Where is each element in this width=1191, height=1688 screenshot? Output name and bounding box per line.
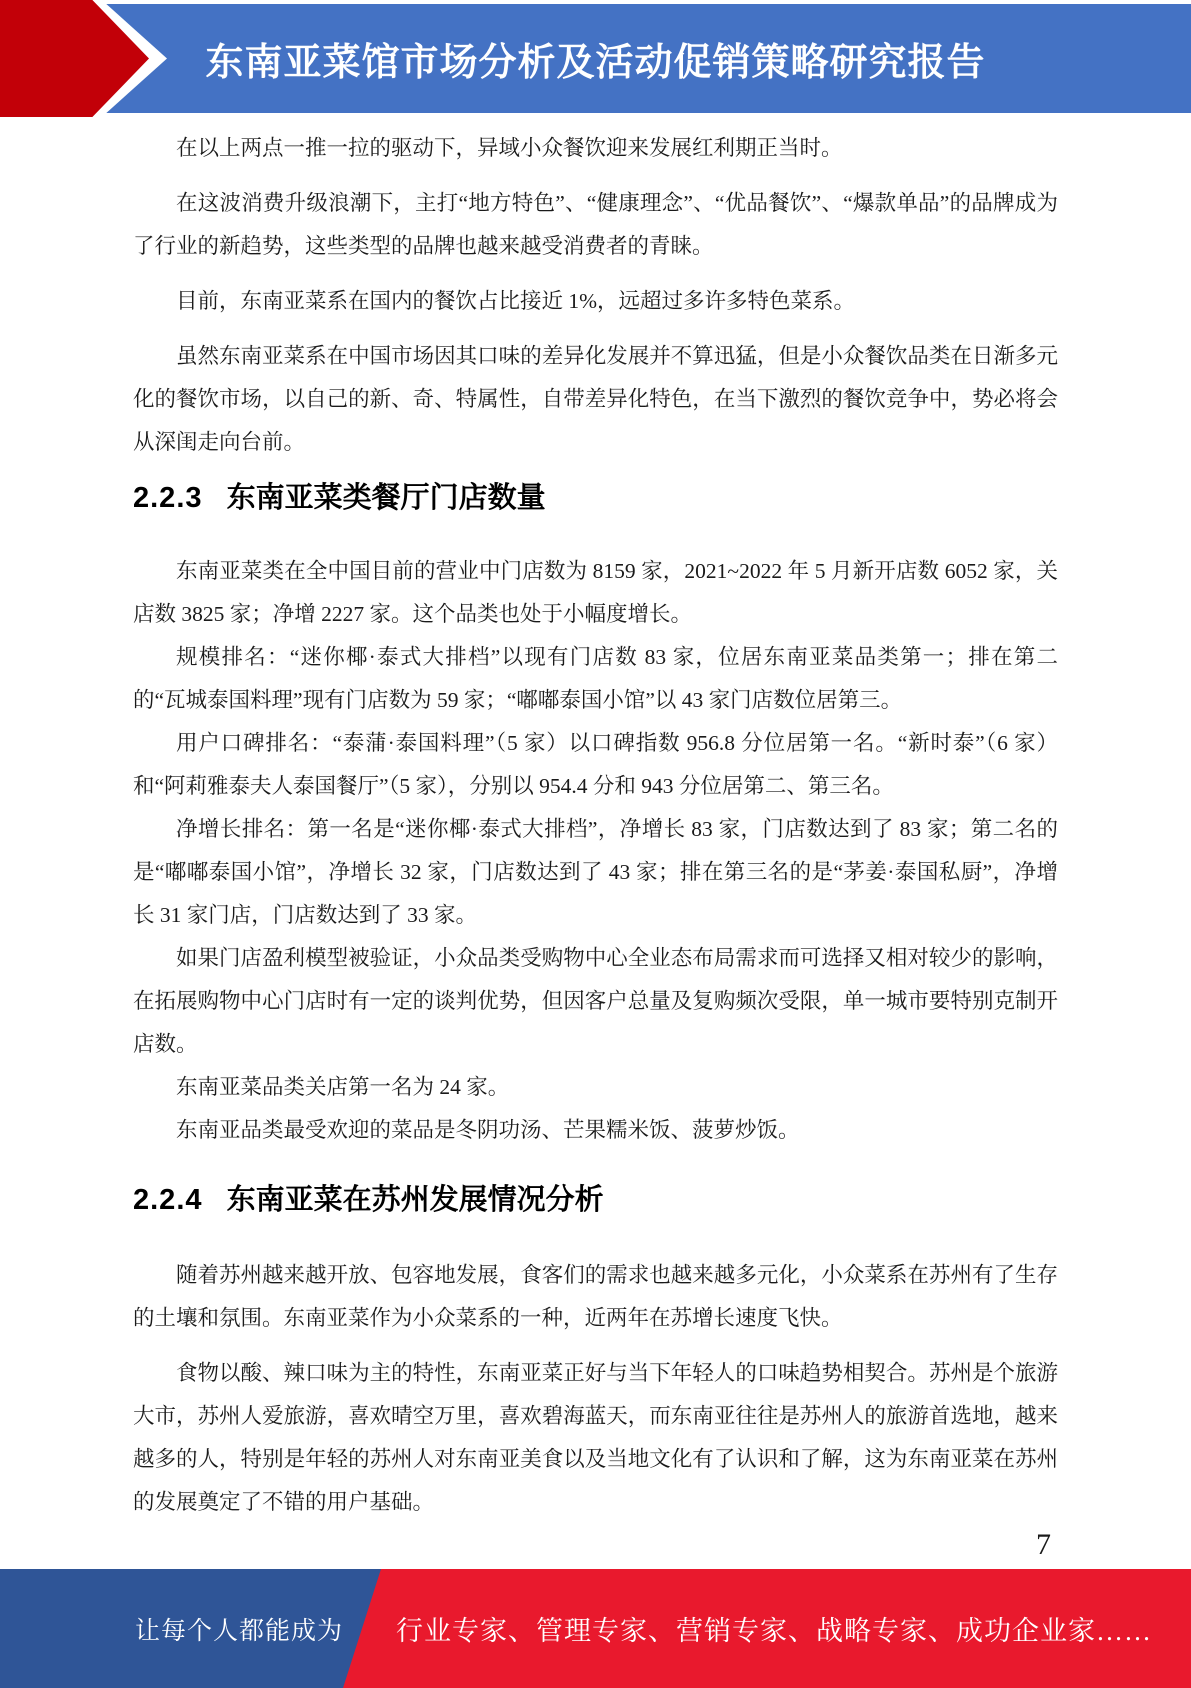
paragraph: 规模排名：“迷你椰·泰式大排档”以现有门店数 83 家，位居东南亚菜品类第一；排在第二的“瓦城泰国料理”现有门店数为 59 家；“嘟嘟泰国小馆”以 43 家门店数位居第三。 [133,645,1058,712]
paragraph: 东南亚品类最受欢迎的菜品是冬阴功汤、芒果糯米饭、菠萝炒饭。 [176,1118,800,1142]
report-header-banner [0,4,1191,113]
paragraph: 虽然东南亚菜系在中国市场因其口味的差异化发展并不算迅猛，但是小众餐饮品类在日渐多元化的餐饮市场，以自己的新、奇、特属性，自带差异化特色，在当下激烈的餐饮竞争中，势必将会从深闺走向台前。 [133,344,1058,454]
section-heading-2-2-3 [133,480,1058,516]
paragraph: 在这波消费升级浪潮下，主打“地方特色”、“健康理念”、“优品餐饮”、“爆款单品”的品牌成为了行业的新趋势，这些类型的品牌也越来越受消费者的青睐。 [133,191,1058,258]
section-title: 东南亚菜在苏州发展情况分析 [226,1184,604,1216]
report-title: 东南亚菜馆市场分析及活动促销策略研究报告 [205,42,986,84]
paragraph: 用户口碑排名：“泰蒲·泰国料理”（5 家）以口碑指数 956.8 分位居第一名。“新时泰”（6 家）和“阿莉雅泰夫人泰国餐厅”（5 家），分别以 954.4 分和 943 分位居第二、第三名。 [133,731,1058,798]
footer-left-slogan: 让每个人都能成为 [135,1617,344,1645]
paragraph: 目前，东南亚菜系在国内的餐饮占比接近 1%，远超过多许多特色菜系。 [176,289,856,313]
section-title: 东南亚菜类餐厅门店数量 [226,482,546,514]
section-number: 2.2.4 [133,1184,203,1216]
paragraph: 净增长排名：第一名是“迷你椰·泰式大排档”，净增长 83 家，门店数达到了 83 家；第二名的是“嘟嘟泰国小馆”，净增长 32 家，门店数达到了 43 家；排在第三名的是“茅姜·泰国私厨”，净增长 31 家门店，门店数达到了 33 家。 [133,817,1058,927]
page-number: 7 [1036,1528,1051,1561]
paragraph: 东南亚菜品类关店第一名为 24 家。 [176,1075,510,1099]
footer-right-slogan: 行业专家、管理专家、营销专家、战略专家、成功企业家…… [396,1616,1152,1646]
footer-banner [0,1569,1191,1688]
paragraph: 食物以酸、辣口味为主的特性，东南亚菜正好与当下年轻人的口味趋势相契合。苏州是个旅游大市，苏州人爱旅游，喜欢晴空万里，喜欢碧海蓝天，而东南亚往往是苏州人的旅游首选地，越来越多的人，特别是年轻的苏州人对东南亚美食以及当地文化有了认识和了解，这为东南亚菜在苏州的发展奠定了不错的用户基础。 [133,1361,1058,1514]
paragraph: 如果门店盈利模型被验证，小众品类受购物中心全业态布局需求而可选择又相对较少的影响，在拓展购物中心门店时有一定的谈判优势，但因客户总量及复购频次受限，单一城市要特别克制开店数。 [133,946,1058,1056]
paragraph: 随着苏州越来越开放、包容地发展，食客们的需求也越来越多元化，小众菜系在苏州有了生存的土壤和氛围。东南亚菜作为小众菜系的一种，近两年在苏增长速度飞快。 [133,1263,1058,1330]
paragraph: 东南亚菜类在全中国目前的营业中门店数为 8159 家，2021~2022 年 5 月新开店数 6052 家，关店数 3825 家；净增 2227 家。这个品类也处于小幅度增长。 [133,559,1058,626]
paragraph: 在以上两点一推一拉的驱动下，异域小众餐饮迎来发展红利期正当时。 [176,136,843,160]
section-number: 2.2.3 [133,482,203,514]
section-heading-2-2-4 [133,1182,1058,1218]
document-body [133,113,1058,1524]
